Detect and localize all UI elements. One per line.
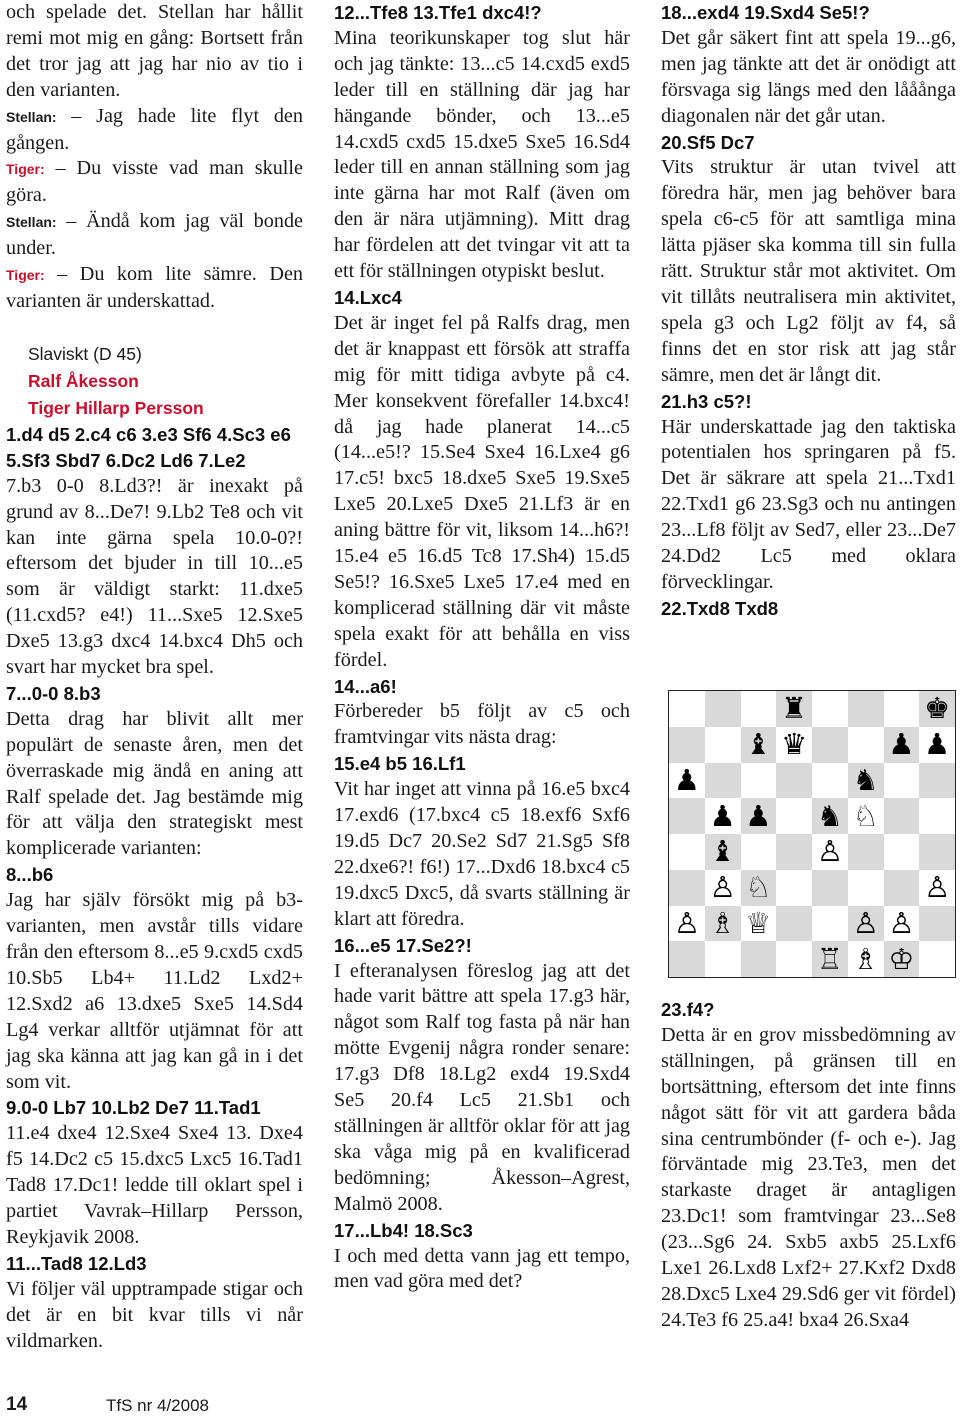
paragraph: I efteranalysen föreslog jag att det hade varit bättre att spela 17.g3 här, något som Ralf tog fasta på när han mötte Evgenij några ronder senare: 17.g3 Df8 18.Lg2 exd4 19.Sxd4 Se5 20.f4 Lc5 21.Sb1 och ställningen är alltför oklar för att jag ska våga mig på en kvalificerad bedömning; Åkesson–Agrest, Malmö 2008. <box>334 959 630 1215</box>
square-b3: ♙ <box>705 870 741 906</box>
dialogue-text: – Du kom lite sämre. Den varianten är underskattad. <box>6 263 303 312</box>
move-heading: 8...b6 <box>6 864 54 886</box>
move-heading: 17...Lb4! 18.Sc3 <box>334 1219 473 1241</box>
game-white-player: Ralf Åkesson <box>28 370 139 391</box>
speaker-label: Tiger: <box>6 267 45 284</box>
column-1 <box>6 0 303 1355</box>
move-heading: 15.e4 b5 16.Lf1 <box>334 753 466 775</box>
dialogue-line <box>6 156 303 209</box>
square-e5: ♞ <box>812 798 848 834</box>
square-f4 <box>848 834 884 870</box>
square-g7: ♟ <box>884 727 920 763</box>
paragraph: Det är inget fel på Ralfs drag, men det är knappast ett försök att straffa mig för mitt tidiga avbyte på c4. Mer konsekvent förefaller 14.bxc4! då jag hade planerat 14...c5 (14...e5!? 15.Se4 Sxe4 16.Lxe4 g6 17.c5! bxc5 18.dxe5 Sxe5 19.Sxe5 Lxe5 20.Lxe5 Dxe5 21.Lf3 är en aning bättre för vit, liksom 14...h6?! 15.e4 e5 16.d5 Tc8 17.Sh4) 15.d5 Se5!? 16.Sxe5 Lxe5 17.e4 med en komplicerad ställning där vit måste spela exakt för att behålla en viss fördel. <box>334 311 630 671</box>
dialogue-text: – Jag hade lite flyt den gången. <box>6 104 303 154</box>
square-d1 <box>776 941 812 977</box>
square-b5: ♟ <box>705 798 741 834</box>
square-a8 <box>669 691 705 727</box>
dialogue-line <box>6 104 303 157</box>
square-e4: ♙ <box>812 834 848 870</box>
page-footer <box>0 1392 960 1418</box>
column-3-continued <box>661 997 956 1334</box>
move-heading: 9.0-0 Lb7 10.Lb2 De7 11.Tad1 <box>6 1097 261 1119</box>
square-f5: ♘ <box>848 798 884 834</box>
move-heading: 20.Sf5 Dc7 <box>661 131 755 153</box>
square-e6 <box>812 763 848 799</box>
square-e1: ♖ <box>812 941 848 977</box>
square-g3 <box>884 870 920 906</box>
square-h4 <box>919 834 955 870</box>
paragraph: 11.e4 dxe4 12.Sxe4 Sxe4 13. Dxe4 f5 14.Dc2 c5 15.dxc5 Lxc5 16.Tad1 Tad8 17.Dc1! ledde till oklart spel i partiet Vavrak–Hillarp Persson, Reykjavik 2008. <box>6 1122 303 1248</box>
square-a7 <box>669 727 705 763</box>
square-e2 <box>812 906 848 942</box>
square-d4 <box>776 834 812 870</box>
speaker-label: Tiger: <box>6 161 45 178</box>
move-heading: 11...Tad8 12.Ld3 <box>6 1252 147 1274</box>
square-c3: ♘ <box>741 870 777 906</box>
square-h2 <box>919 906 955 942</box>
square-c2: ♕ <box>741 906 777 942</box>
square-g8 <box>884 691 920 727</box>
square-c4 <box>741 834 777 870</box>
square-h1 <box>919 941 955 977</box>
dialogue-line <box>6 262 303 315</box>
square-g4 <box>884 834 920 870</box>
square-g6 <box>884 763 920 799</box>
paragraph: och spelade det. Stellan har hållit remi mot mig en gång: Bortsett från det tror jag att jag har nio av tio i den varianten. <box>6 1 303 101</box>
square-g2: ♙ <box>884 906 920 942</box>
square-e3 <box>812 870 848 906</box>
square-a5 <box>669 798 705 834</box>
square-h6 <box>919 763 955 799</box>
square-f6: ♞ <box>848 763 884 799</box>
square-b4: ♝ <box>705 834 741 870</box>
square-c7: ♝ <box>741 727 777 763</box>
speaker-label: Stellan: <box>6 214 57 231</box>
square-a3 <box>669 870 705 906</box>
column-3 <box>661 0 956 622</box>
paragraph: Jag har själv försökt mig på b3-varianten, men avstår tills vidare från den eftersom 8...e5 9.cxd5 cxd5 10.Sb5 Lb4+ 11.Ld2 Lxd2+ 12.Sxd2 a6 13.dxe5 Sxe5 14.Sd4 Lg4 verkar alltför utjämnat för att jag ska känna att jag kan gå in i det som vit. <box>6 889 303 1093</box>
move-heading: 14.Lxc4 <box>334 286 402 308</box>
paragraph: Mina teorikunskaper tog slut här och jag tänkte: 13...c5 14.cxd5 exd5 leder till en ställning där jag har hängande bönder, och 13...e5 14.cxd5 cxd5 15.dxe5 Sxe5 16.Sd4 leder till en annan ställning som jag inte gärna har mot Ralf (även om den är nära utjämning). Mitt drag har fördelen att det tvingar vit att ta ett för ställningen otypiskt beslut. <box>334 26 630 283</box>
square-f3 <box>848 870 884 906</box>
square-c8 <box>741 691 777 727</box>
move-heading: 18...exd4 19.Sxd4 Se5!? <box>661 2 870 23</box>
column-2 <box>334 0 630 1295</box>
speaker-label: Stellan: <box>6 108 57 125</box>
square-c5: ♟ <box>741 798 777 834</box>
publication-name: TfS nr 4/2008 <box>106 1396 210 1415</box>
square-a1 <box>669 941 705 977</box>
move-heading: 22.Txd8 Txd8 <box>661 597 779 619</box>
move-heading: 7...0-0 8.b3 <box>6 682 101 704</box>
game-black-player: Tiger Hillarp Persson <box>28 397 204 418</box>
square-f1: ♗ <box>848 941 884 977</box>
move-sequence: 1.d4 d5 2.c4 c6 3.e3 Sf6 4.Sc3 e6 5.Sf3 Sbd7 6.Dc2 Ld6 7.Le2 <box>6 423 291 471</box>
square-h5 <box>919 798 955 834</box>
move-heading: 21.h3 c5?! <box>661 390 752 412</box>
square-b6 <box>705 763 741 799</box>
square-d2 <box>776 906 812 942</box>
square-d3 <box>776 870 812 906</box>
square-e7 <box>812 727 848 763</box>
square-c6 <box>741 763 777 799</box>
square-b8 <box>705 691 741 727</box>
move-heading: 16...e5 17.Se2?! <box>334 934 472 956</box>
square-h7: ♟ <box>919 727 955 763</box>
square-b7 <box>705 727 741 763</box>
dialogue-text: – Du visste vad man skulle göra. <box>6 157 303 207</box>
square-d6 <box>776 763 812 799</box>
paragraph: 7.b3 0-0 8.Ld3?! är inexakt på grund av 8...De7! 9.Lb2 Te8 och vit kan inte gärna spela 10.0-0?! eftersom det bjuder in till 10...e5 som är väldigt starkt: 11.dxe5 (11.cxd5? e4!) 11...Sxe5 12.Sxe5 Dxe5 13.g3 dxc4 14.bxc4 Dh5 och svart har mycket bra spel. <box>6 474 303 679</box>
dialogue-text: – Ändå kom jag väl bonde under. <box>6 210 303 260</box>
square-d8: ♜ <box>776 691 812 727</box>
square-a6: ♟ <box>669 763 705 799</box>
paragraph: Förbereder b5 följt av c5 och framtvingar vits nästa drag: <box>334 700 630 749</box>
square-e8 <box>812 691 848 727</box>
square-a2: ♙ <box>669 906 705 942</box>
square-b1 <box>705 941 741 977</box>
paragraph: I och med detta vann jag ett tempo, men vad göra med det? <box>334 1244 630 1293</box>
move-heading: 23.f4? <box>661 999 715 1020</box>
square-a4 <box>669 834 705 870</box>
paragraph: Det går säkert fint att spela 19...g6, men jag tänkte att det är onödigt att försvaga sig längs med den lååånga diagonalen när det går utan. <box>661 26 956 127</box>
move-heading: 12...Tfe8 13.Tfe1 dxc4!? <box>334 2 542 23</box>
square-f8 <box>848 691 884 727</box>
square-f2: ♙ <box>848 906 884 942</box>
square-c1 <box>741 941 777 977</box>
game-opening: Slaviskt (D 45) <box>28 343 142 364</box>
paragraph: Vit har inget att vinna på 16.e5 bxc4 17.exd6 (17.bxc4 c5 18.exf6 Sxf6 19.d5 Dc7 20.Se2 Sd7 21.Sg5 Sf8 22.dxe6?! f6!) 17...Dxd6 18.bxc4 c5 19.dxc5 Dxc5, då svarts ställning är klart att föredra. <box>334 778 630 930</box>
square-h3: ♙ <box>919 870 955 906</box>
chess-diagram <box>668 690 956 978</box>
dialogue-line <box>6 209 303 262</box>
square-f7 <box>848 727 884 763</box>
square-g1: ♔ <box>884 941 920 977</box>
paragraph: Vits struktur är utan tvivel att föredra här, men jag behöver bara spela c6-c5 för att samtliga mina lätta pjäser ska komma till sin fulla rätt. Struktur står mot aktivitet. Om vit tillåts neutralisera min aktivitet, spela g3 och Lg2 följt av f4, så finns det en stor risk att jag står sämre, men det är långt dit. <box>661 156 956 386</box>
square-d5 <box>776 798 812 834</box>
page-number: 14 <box>6 1394 28 1415</box>
square-h8: ♚ <box>919 691 955 727</box>
move-heading: 14...a6! <box>334 675 397 697</box>
square-g5 <box>884 798 920 834</box>
paragraph: Vi följer väl upptrampade stigar och det är en bit kvar tills vi når vildmarken. <box>6 1277 303 1352</box>
paragraph: Detta drag har blivit allt mer populärt de senaste åren, men det överraskade mig ändå en aning att Ralf spelade det. Jag bestämde mig för att välja den strategiskt mest komplicerade varianten: <box>6 707 303 860</box>
paragraph: Detta är en grov missbedömning av ställningen, på gränsen till en bortsättning, eftersom det inte finns något sätt för vit att gardera båda sina centrumbönder (f- och e-). Jag förväntade mig 23.Te3, men det starkaste draget är antagligen 23.Dc1! som framtvingar 23...Se8 (23...Sg6 24. Sxb5 axb5 25.Lxf6 Lxe1 26.Lxd8 Lxf2+ 27.Kxf2 Dxd8 28.Dxc5 Lxe4 29.Sd6 ger vit fördel) 24.Te3 f6 25.a4! bxa4 26.Sxa4 <box>661 1023 956 1331</box>
square-b2: ♗ <box>705 906 741 942</box>
square-d7: ♛ <box>776 727 812 763</box>
paragraph: Här underskattade jag den taktiska potentialen hos springaren på f5. Det är säkrare att spela 21...Txd1 22.Txd1 g6 23.Sg3 och nu antingen 23...Lf8 följt av Sed7, eller 23...De7 24.Dd2 Lc5 med oklara förvecklingar. <box>661 415 956 593</box>
